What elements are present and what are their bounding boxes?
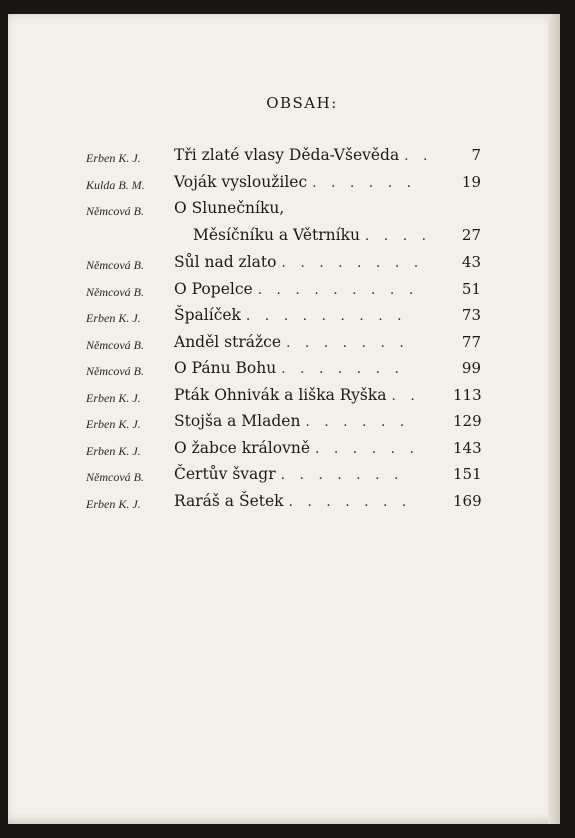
toc-entry: [8, 306, 560, 333]
toc-entry: [8, 386, 560, 413]
toc-page-number: 43: [461, 253, 481, 271]
toc-author: Němcová B.: [86, 470, 144, 484]
toc-title: O Pánu Bohu . . . . . . .: [174, 359, 404, 377]
toc-author: Němcová B.: [86, 364, 144, 378]
toc-title: Pták Ohnivák a liška Ryška . .: [174, 385, 420, 404]
toc-author: Erben K. J.: [86, 443, 141, 458]
toc-author: Němcová B.: [86, 337, 144, 352]
toc-title: Sůl nad zlato . . . . . . . .: [174, 253, 424, 271]
toc-author: Erben K. J.: [86, 151, 141, 165]
toc-page-number: 99: [461, 359, 481, 377]
toc-entry: [8, 439, 560, 466]
toc-title: O žabce královně . . . . . .: [174, 438, 419, 457]
toc-entry: [8, 412, 560, 439]
toc-entry: [8, 359, 560, 386]
toc-author: Kulda B. M.: [86, 177, 145, 192]
toc-title: Stojša a Mladen . . . . . .: [174, 412, 410, 430]
toc-page-number: 77: [461, 332, 481, 351]
toc-title: Anděl strážce . . . . . . .: [174, 332, 409, 351]
toc-author: Němcová B.: [86, 284, 144, 299]
toc-author: Erben K. J.: [86, 390, 141, 405]
toc-title: Raráš a Šetek . . . . . . .: [174, 491, 412, 510]
toc-title: O Slunečníku,: [174, 199, 285, 217]
page-title: OBSAH:: [266, 94, 338, 112]
toc-entry: [8, 173, 560, 200]
toc-author: Erben K. J.: [86, 417, 141, 431]
toc-page-number: 7: [471, 146, 481, 164]
toc-entry: [8, 146, 560, 173]
toc-author: Němcová B.: [86, 258, 144, 272]
toc-author: Erben K. J.: [86, 311, 141, 325]
toc-page-number: 143: [453, 438, 482, 457]
toc-page-number: 51: [461, 279, 481, 298]
toc-page-number: 73: [461, 306, 481, 324]
toc-title: Tři zlaté vlasy Děda-Vševěda . .: [174, 146, 433, 164]
toc-title: Čertův švagr . . . . . . .: [174, 465, 404, 483]
toc-entry: [8, 280, 560, 307]
toc-page-number: 27: [461, 226, 481, 244]
toc-entry: [8, 465, 560, 492]
toc-page-number: 19: [461, 172, 481, 191]
toc-title: Špalíček . . . . . . . . .: [174, 306, 407, 324]
toc-page-number: 151: [453, 465, 482, 483]
toc-page-number: 113: [453, 385, 482, 404]
toc-page-number: 129: [453, 412, 482, 430]
toc-entry: [8, 492, 560, 519]
toc-title: O Popelce . . . . . . . . .: [174, 279, 419, 298]
toc-entry: [8, 333, 560, 360]
toc-author: Erben K. J.: [86, 496, 141, 511]
toc-title-continued: Měsíčníku a Větrníku . . . .: [193, 226, 432, 244]
toc-page-number: 169: [453, 491, 482, 510]
table-of-contents: [8, 146, 560, 518]
toc-author: Němcová B.: [86, 204, 144, 218]
book-page: [8, 14, 560, 824]
toc-entry: [8, 199, 560, 253]
toc-entry: [8, 253, 560, 280]
toc-title: Voják vysloužilec . . . . . .: [174, 172, 417, 191]
